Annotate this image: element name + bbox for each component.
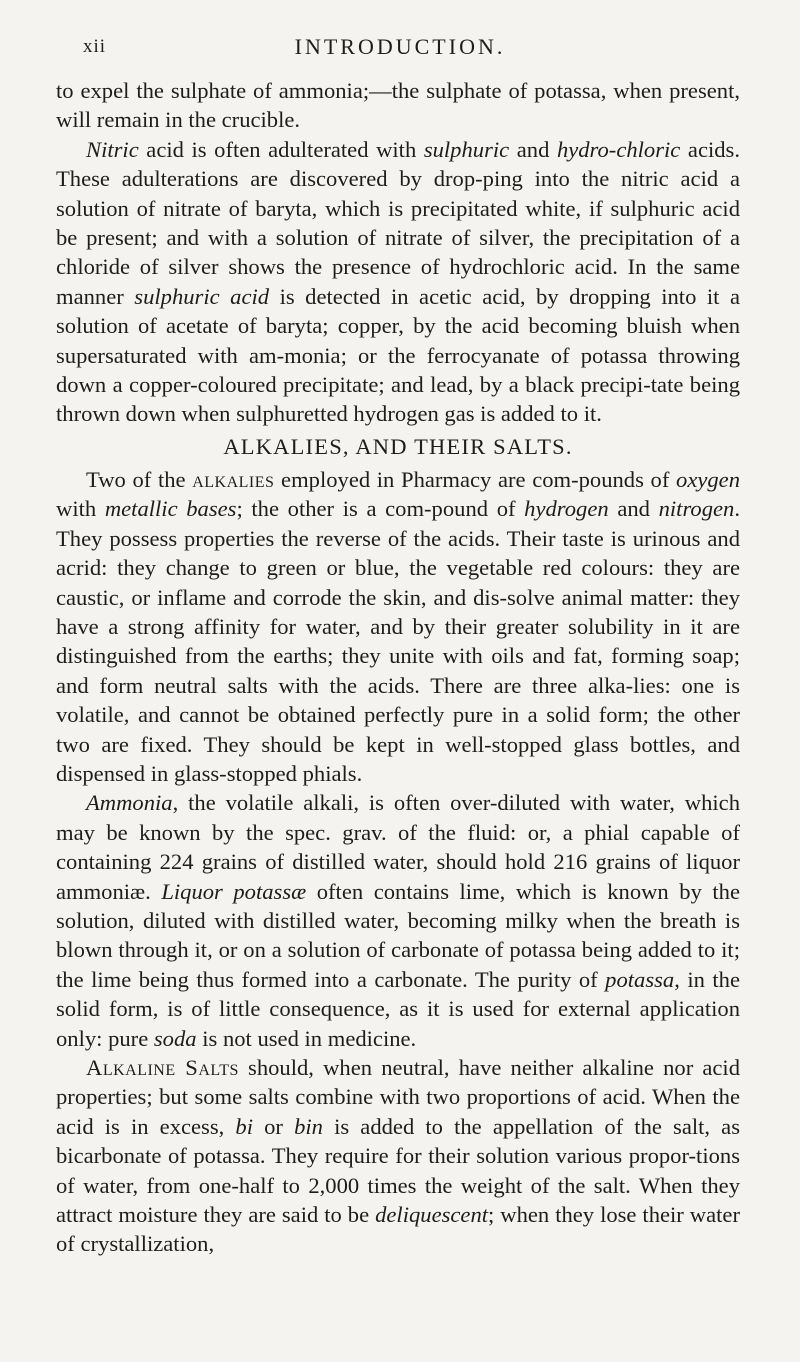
italic-term: sulphuric [423, 136, 510, 162]
italic-term: soda [153, 1025, 197, 1051]
text-run: ; the other is a com-pound of [236, 496, 525, 522]
text-run: to expel the sulphate of ammonia;—the sulphate of potassa, when present, will remain in the crucible. [56, 78, 740, 133]
text-run: , the volatile alkali, is often over-diluted with water, which may be known by the spec. grav. of the fluid: or, a phial capable of containing 224 grains of distilled water, should hold 216 grains of liquor ammoniæ. [56, 790, 740, 904]
paragraph-alkaline-salts [56, 1053, 740, 1259]
text-run: ; when they lose their water of crystallization, [56, 1202, 740, 1257]
italic-term: metallic bases [104, 496, 237, 522]
text-run: . They possess properties the reverse of the acids. Their taste is urinous and acrid: they change to green or blue, the vegetable red colours: they are caustic, or inflame and corrode the skin, and dis-solve animal matter: they have a strong affinity for water, and by their greater solubility in it are distinguished from the earths; they unite with oils and fat, forming soap; and form neutral salts with the acids. There are three alka-lies: one is volatile, and cannot be obtained perfectly pure in a solid form; the other two are fixed. They should be kept in well-stopped glass bottles, and dispensed in glass-stopped phials. [56, 496, 740, 786]
page-header [0, 34, 800, 62]
paragraph-alkalies [56, 465, 740, 788]
text-run: , in the solid form, is of little consequence, as it is used for external application only: pure [56, 966, 740, 1051]
body-text [56, 76, 740, 1259]
text-run: should, when neutral, have neither alkaline nor acid properties; but some salts combine with two proportions of acid. When the acid is in excess, [56, 1055, 741, 1139]
italic-term: deliquescent [375, 1202, 489, 1228]
text-run: is detected in acetic acid, by dropping into it a solution of acetate of baryta; copper, by the acid becoming bluish when supersaturated with am-monia; or the ferrocyanate of potassa throwing down a copper-coloured precipitate; and lead, by a black precipi-tate being thrown down when sulphuretted hydrogen gas is added to it. [56, 283, 741, 427]
running-head: INTRODUCTION. [294, 34, 506, 59]
page-number: xii [83, 36, 107, 57]
italic-term: oxygen [676, 466, 740, 492]
italic-term: potassa [605, 966, 675, 992]
text-run: is added to the appellation of the salt, as bicarbonate of potassa. They require for their solution various propor-tions of water, from one-half to 2,000 times the weight of the salt. When they attract moisture they are said to be [56, 1113, 740, 1228]
text-run: acids. These adulterations are discovered by drop-ping into the nitric acid a solution of nitrate of baryta, which is precipitated white, if sulphuric acid be present; and with a solution of nitrate of silver, the precipitation of a chloride of silver shows the presence of hydrochloric acid. In the same manner [56, 136, 740, 309]
italic-term: nitrogen [658, 496, 735, 522]
text-run: often contains lime, which is known by the solution, diluted with distilled water, becoming milky when the breath is blown through it, or on a solution of carbonate of potassa being added to it; the lime being thus formed into a carbonate. The purity of [56, 878, 740, 992]
text-run: is not used in medicine. [196, 1025, 417, 1051]
text-run: Two of the [86, 466, 193, 492]
italic-term: Liquor potassæ [161, 878, 307, 904]
paragraph-continuation [56, 76, 740, 135]
italic-term: Ammonia [86, 790, 173, 816]
italic-term: hydrogen [524, 496, 609, 522]
italic-term: Nitric [86, 136, 139, 162]
section-heading: ALKALIES, AND THEIR SALTS. [223, 433, 573, 459]
paragraph-ammonia [56, 788, 740, 1053]
italic-term: hydro-chloric [556, 136, 681, 162]
italic-term: bin [294, 1113, 323, 1139]
text-run: and [608, 496, 659, 522]
text-run: acid is often adulterated with [138, 136, 424, 162]
text-run: or [253, 1113, 295, 1139]
paragraph-nitric-acid [56, 135, 740, 429]
text-run: and [509, 136, 557, 162]
italic-term: sulphuric acid [134, 283, 270, 309]
text-run: employed in Pharmacy are com-pounds of [274, 466, 677, 492]
small-caps-term: Alkaline Salts [86, 1055, 239, 1080]
text-run: with [56, 496, 105, 522]
small-caps-term: alkalies [192, 466, 275, 492]
italic-term: bi [235, 1113, 253, 1139]
